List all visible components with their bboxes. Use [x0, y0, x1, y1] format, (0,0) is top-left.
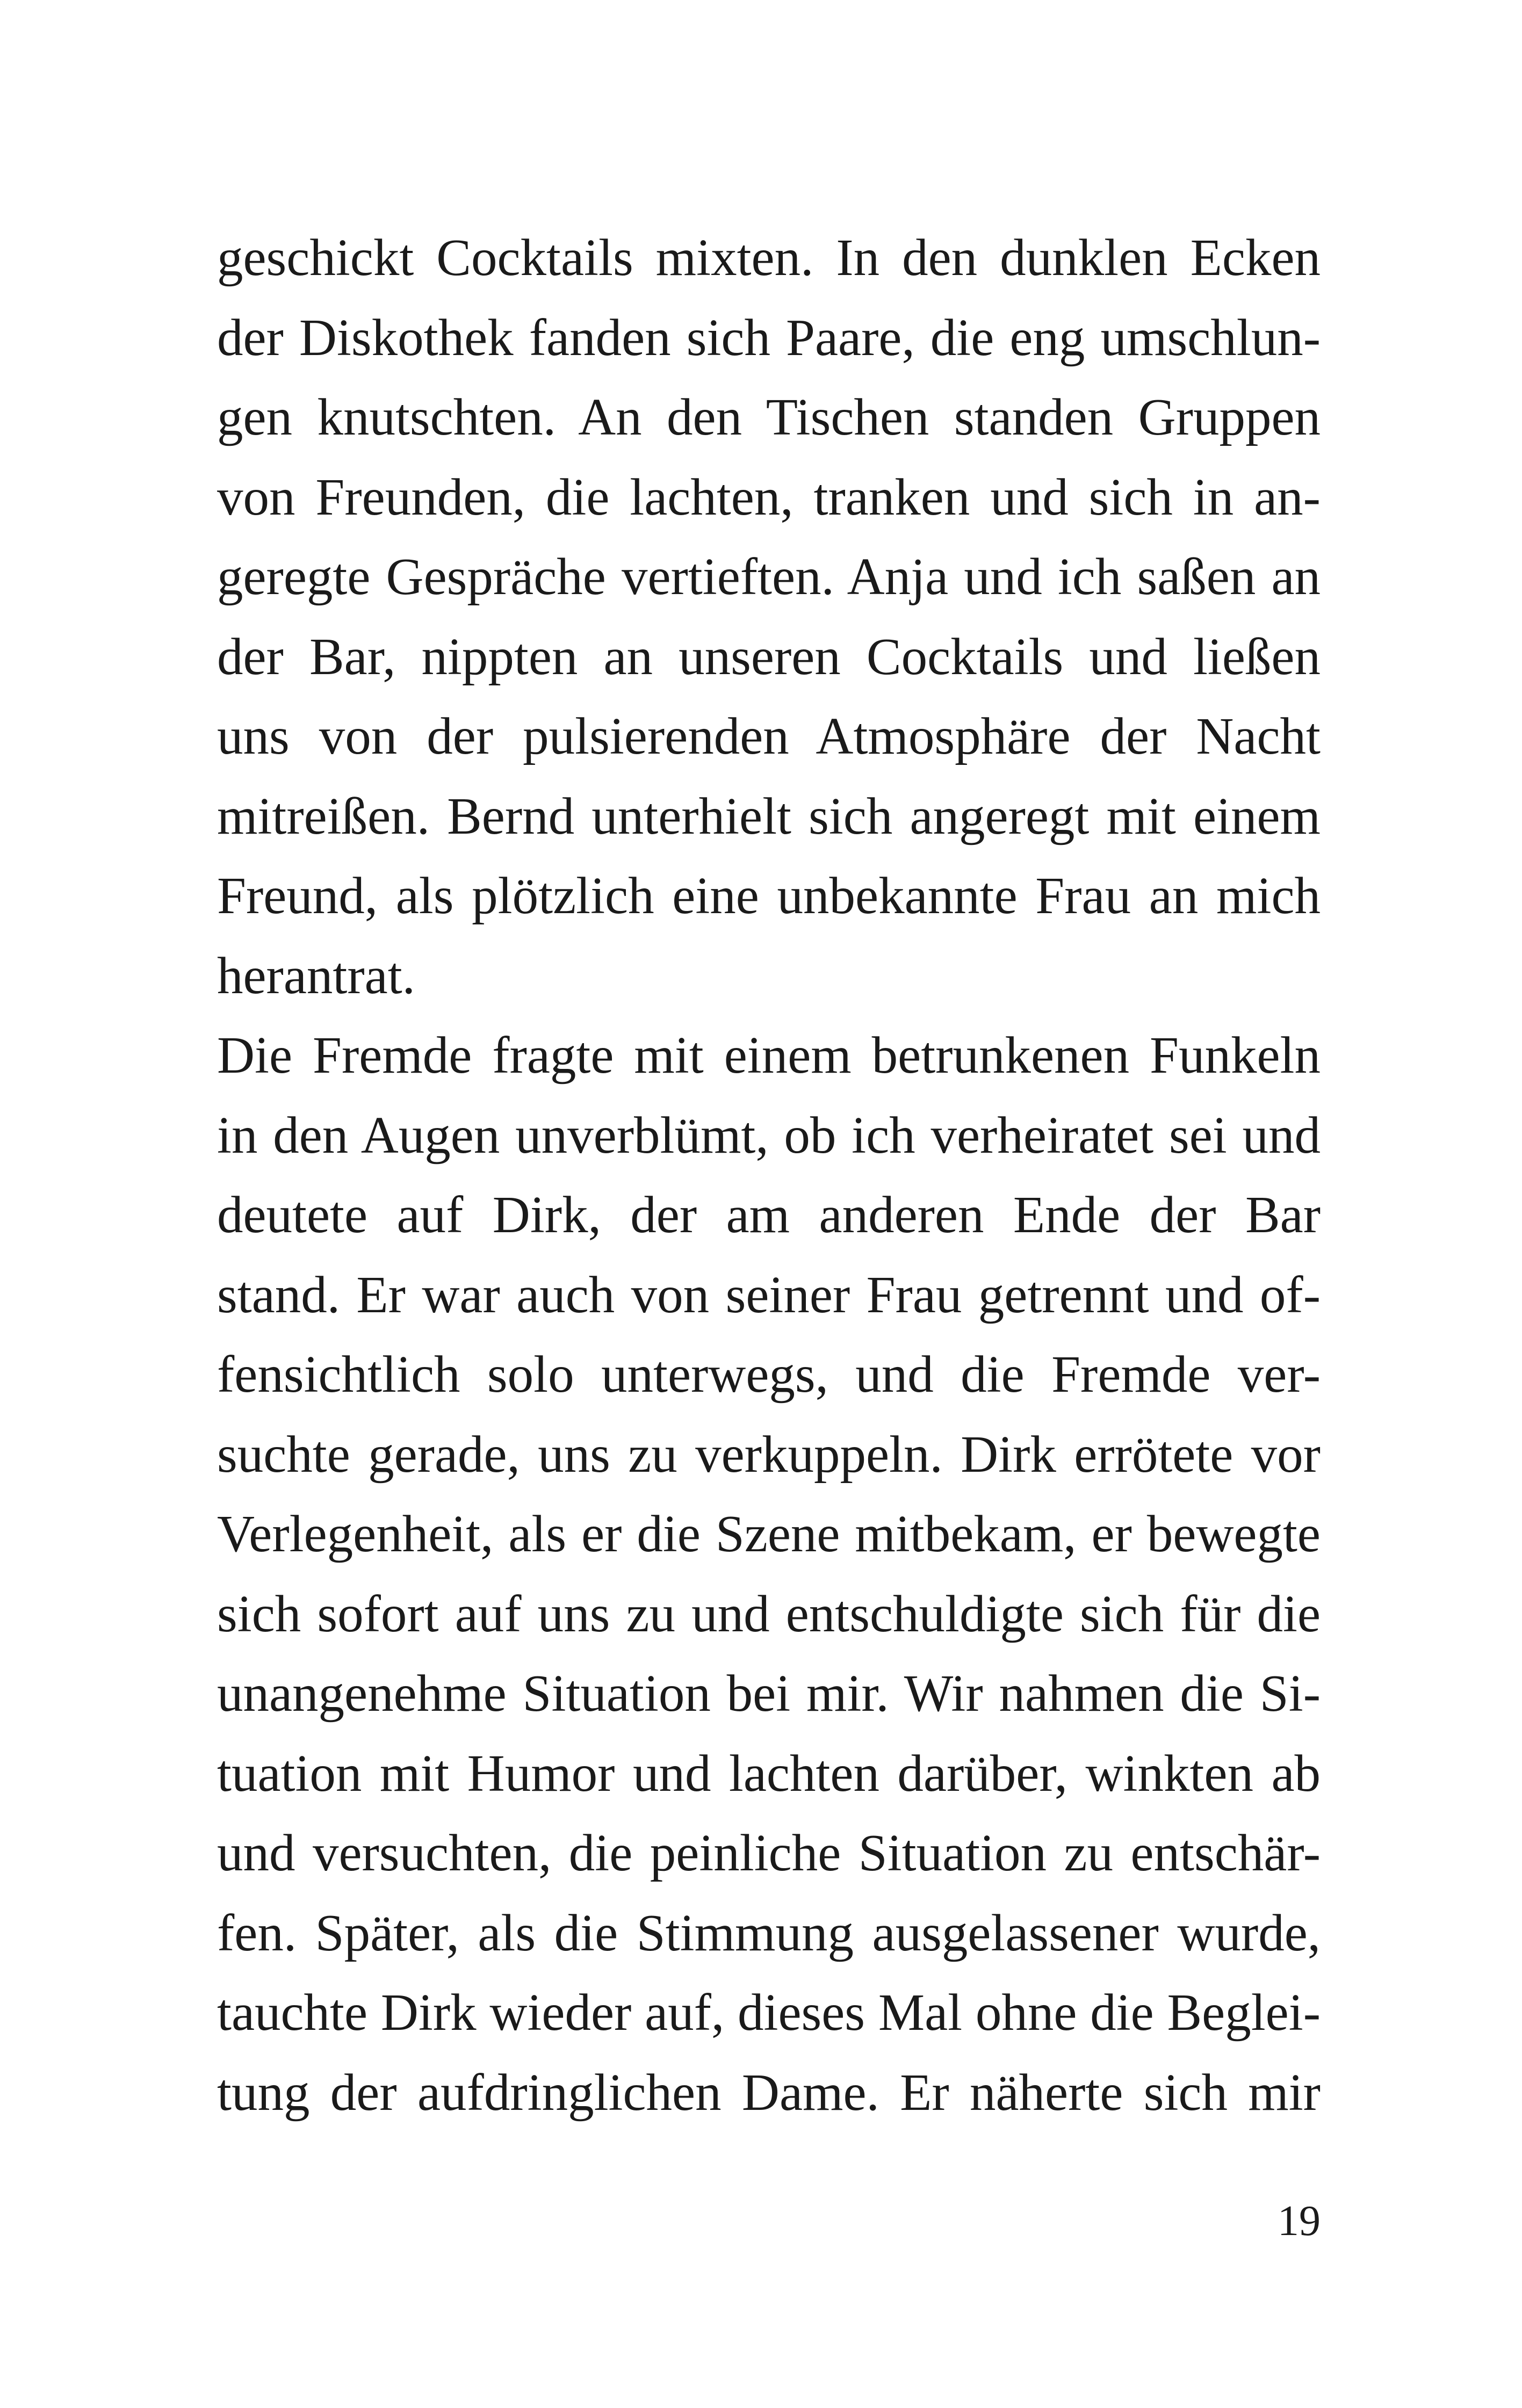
- text-line: fensichtlich solo unterwegs, und die Fremde ver-: [217, 1346, 1321, 1403]
- text-line: Verlegenheit, als er die Szene mitbekam, er bewegte: [217, 1505, 1321, 1563]
- text-line: stand. Er war auch von seiner Frau getrennt und of-: [217, 1266, 1321, 1324]
- text-line: herantrat.: [217, 946, 415, 1004]
- text-line: Freund, als plötzlich eine unbekannte Frau an mich: [217, 867, 1321, 924]
- text-line: geschickt Cocktails mixten. In den dunklen Ecken: [217, 229, 1321, 286]
- text-line: mitreißen. Bernd unterhielt sich angeregt mit einem: [217, 787, 1321, 845]
- text-line: suchte gerade, uns zu verkuppeln. Dirk errötete vor: [217, 1425, 1321, 1483]
- text-line: von Freunden, die lachten, tranken und sich in an-: [217, 468, 1321, 526]
- text-line: unangenehme Situation bei mir. Wir nahmen die Si-: [217, 1665, 1321, 1722]
- body-text: [217, 218, 1321, 2132]
- text-line: der Diskothek fanden sich Paare, die eng umschlun-: [217, 308, 1321, 366]
- text-line: uns von der pulsierenden Atmosphäre der Nacht: [217, 707, 1321, 765]
- text-line: geregte Gespräche vertieften. Anja und ich saßen an: [217, 548, 1321, 605]
- text-line: Die Fremde fragte mit einem betrunkenen Funkeln: [217, 1026, 1321, 1084]
- text-line: gen knutschten. An den Tischen standen Gruppen: [217, 388, 1321, 446]
- text-line: tuation mit Humor und lachten darüber, winkten ab: [217, 1744, 1321, 1802]
- text-line: in den Augen unverblümt, ob ich verheiratet sei und: [217, 1106, 1321, 1164]
- text-line: fen. Später, als die Stimmung ausgelassener wurde,: [217, 1904, 1321, 1962]
- text-line: deutete auf Dirk, der am anderen Ende der Bar: [217, 1186, 1321, 1243]
- text-line: der Bar, nippten an unseren Cocktails und ließen: [217, 627, 1321, 685]
- paragraph: [217, 1016, 1321, 2132]
- text-line: tauchte Dirk wieder auf, dieses Mal ohne die Beglei-: [217, 1984, 1321, 2041]
- text-line: sich sofort auf uns zu und entschuldigte sich für die: [217, 1585, 1321, 1643]
- text-line: und versuchten, die peinliche Situation zu entschär-: [217, 1824, 1321, 1882]
- paragraph: [217, 218, 1321, 1016]
- page-number: 19: [1278, 2197, 1321, 2245]
- text-line: tung der aufdringlichen Dame. Er näherte sich mir: [217, 2063, 1321, 2121]
